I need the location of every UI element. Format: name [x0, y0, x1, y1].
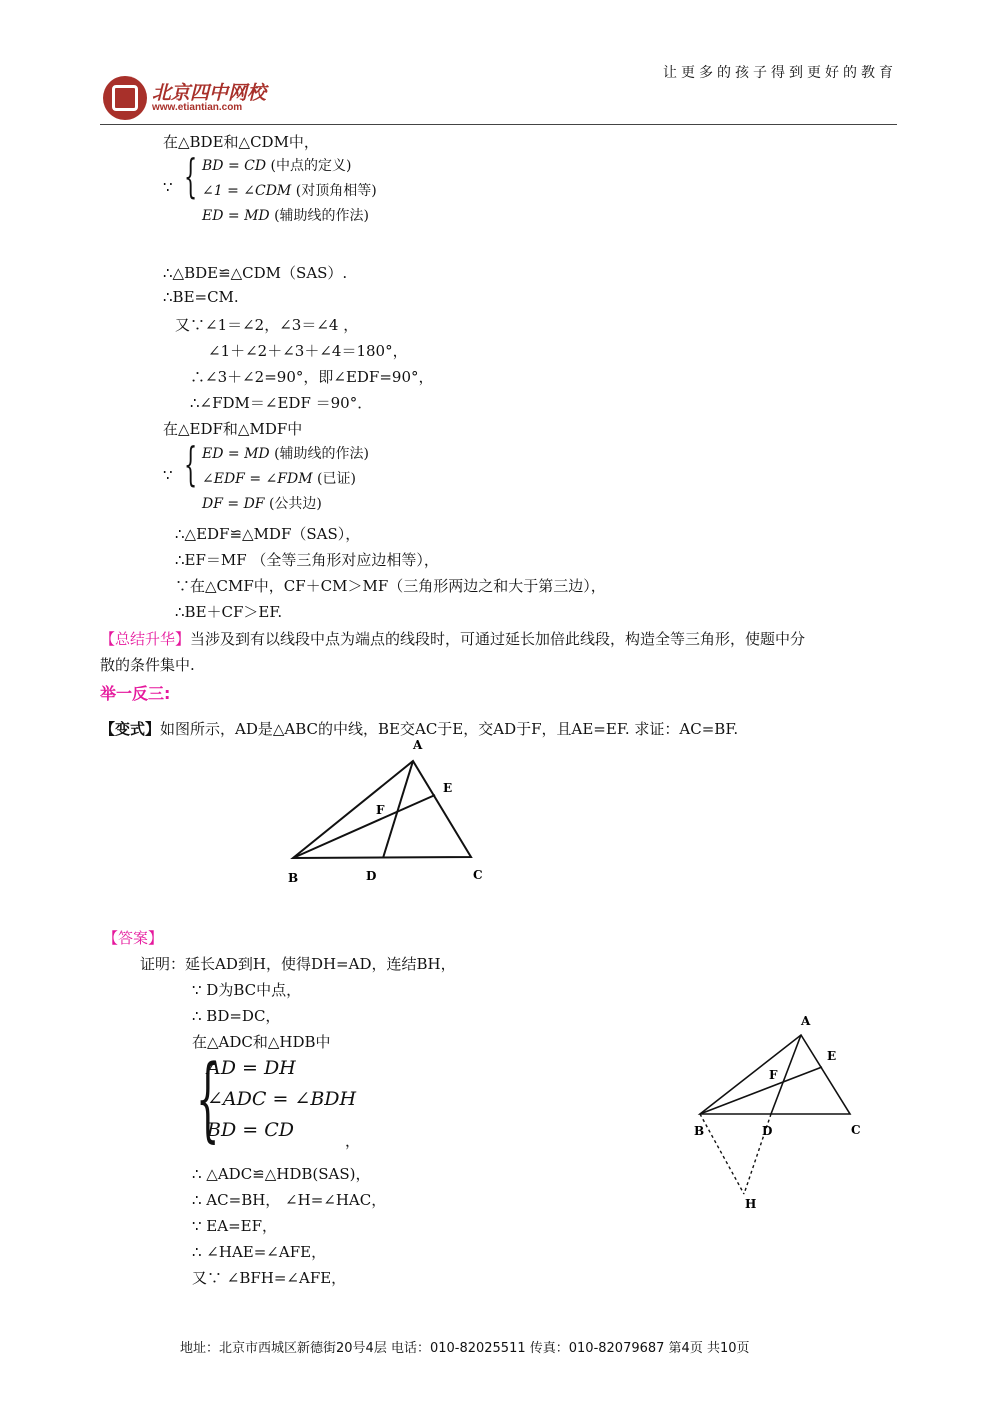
label-f: F [376, 803, 385, 817]
proof-line: ∴∠3＋∠2=90°，即∠EDF=90°， [190, 368, 434, 386]
label-h: H [745, 1197, 757, 1211]
logo-name: 北京四中网校 [152, 82, 267, 104]
answer-line: 证明：延长AD到H，使得DH=AD，连结BH， [140, 955, 456, 973]
answer-line: 在△ADC和△HDB中 [192, 1033, 331, 1051]
proof-line: 又∵∠1＝∠2，∠3＝∠4 ， [175, 316, 359, 334]
segment-be [293, 795, 435, 858]
proof-line: 在△BDE和△CDM中， [163, 133, 319, 151]
answer-line: ∵ D为BC中点， [192, 981, 302, 999]
figure-triangle-1 [270, 732, 510, 892]
segment-be [700, 1067, 822, 1114]
label-a: A [413, 738, 423, 752]
proof-line: ∴△BDE≌△CDM（SAS）. [163, 264, 348, 282]
answer-tag: 【答案】 [103, 929, 164, 947]
proof-line: ∴BE＋CF＞EF. [175, 603, 283, 621]
system-line: ED = MD (辅助线的作法) [202, 208, 370, 224]
answer-system-line: AD = DH [207, 1057, 296, 1079]
answer-line: ∴ ∠HAE=∠AFE， [192, 1243, 327, 1261]
because-symbol: ∵ [163, 466, 173, 484]
label-d: D [762, 1124, 773, 1138]
proof-line: ∴BE=CM. [163, 288, 239, 306]
footer: 地址：北京市西城区新德街20号4层 电话：010-82025511 传真：010-82079687 第4页 共10页 [180, 1341, 750, 1356]
summary-text: 当涉及到有以线段中点为端点的线段时，可通过延长加倍此线段，构造全等三角形，使题中分 [190, 630, 806, 648]
summary-line [100, 628, 805, 649]
segment-ad [383, 761, 413, 858]
system-line: ∠EDF = ∠FDM (已证) [202, 471, 356, 487]
variant-tag: 【变式】 [100, 720, 161, 738]
because-symbol: ∵ [163, 178, 173, 196]
answer-line: ∵ EA=EF， [192, 1217, 278, 1235]
logo-url: www.etiantian.com [152, 102, 243, 113]
summary-tag: 【总结升华】 [100, 630, 191, 648]
brace-icon: { [184, 149, 198, 203]
label-d: D [366, 869, 377, 883]
system-line: ∠1 = ∠CDM (对顶角相等) [202, 183, 377, 199]
logo-icon [103, 76, 147, 120]
segment-bh [700, 1114, 744, 1194]
section-title: 举一反三: [100, 684, 171, 703]
proof-line: ∴△EDF≌△MDF（SAS）， [175, 525, 361, 543]
label-c: C [851, 1123, 861, 1137]
answer-line: ∴ AC=BH， ∠H=∠HAC， [192, 1191, 387, 1209]
answer-line: 又∵ ∠BFH=∠AFE， [192, 1269, 347, 1287]
system-line: DF = DF (公共边) [202, 496, 322, 512]
label-b: B [288, 871, 299, 885]
header-divider [100, 124, 897, 125]
brace-icon: { [196, 1045, 220, 1152]
proof-line: ∴EF＝MF （全等三角形对应边相等）， [175, 551, 439, 569]
label-f: F [769, 1068, 778, 1082]
figure-triangle-2 [680, 1005, 880, 1215]
system-line: BD = CD (中点的定义) [202, 158, 352, 174]
label-e: E [827, 1049, 837, 1063]
label-c: C [473, 868, 483, 882]
proof-line: ∴∠FDM＝∠EDF ＝90°． [190, 394, 373, 412]
label-e: E [443, 781, 453, 795]
answer-comma: ， [345, 1132, 361, 1150]
answer-line: ∴ △ADC≌△HDB(SAS)， [192, 1165, 371, 1183]
answer-line: ∴ BD=DC， [192, 1007, 281, 1025]
proof-line: 在△EDF和△MDF中 [163, 420, 303, 438]
proof-line: ∵在△CMF中，CF＋CM＞MF（三角形两边之和大于第三边）， [175, 577, 606, 595]
proof-line: ∠1＋∠2＋∠3＋∠4＝180°， [208, 342, 408, 360]
system-line: ED = MD (辅助线的作法) [202, 446, 370, 462]
label-b: B [694, 1124, 705, 1138]
answer-system-line: ∠ADC = ∠BDH [207, 1088, 357, 1110]
variant-text: 如图所示，AD是△ABC的中线，BE交AC于E，交AD于F，且AE=EF. 求证：AC=BF. [160, 720, 739, 738]
slogan: 让更多的孩子得到更好的教育 [663, 65, 897, 81]
summary-text-2: 散的条件集中. [100, 656, 195, 674]
answer-system-line: BD = CD [207, 1119, 294, 1141]
label-a: A [801, 1014, 811, 1028]
brace-icon: { [184, 437, 198, 491]
